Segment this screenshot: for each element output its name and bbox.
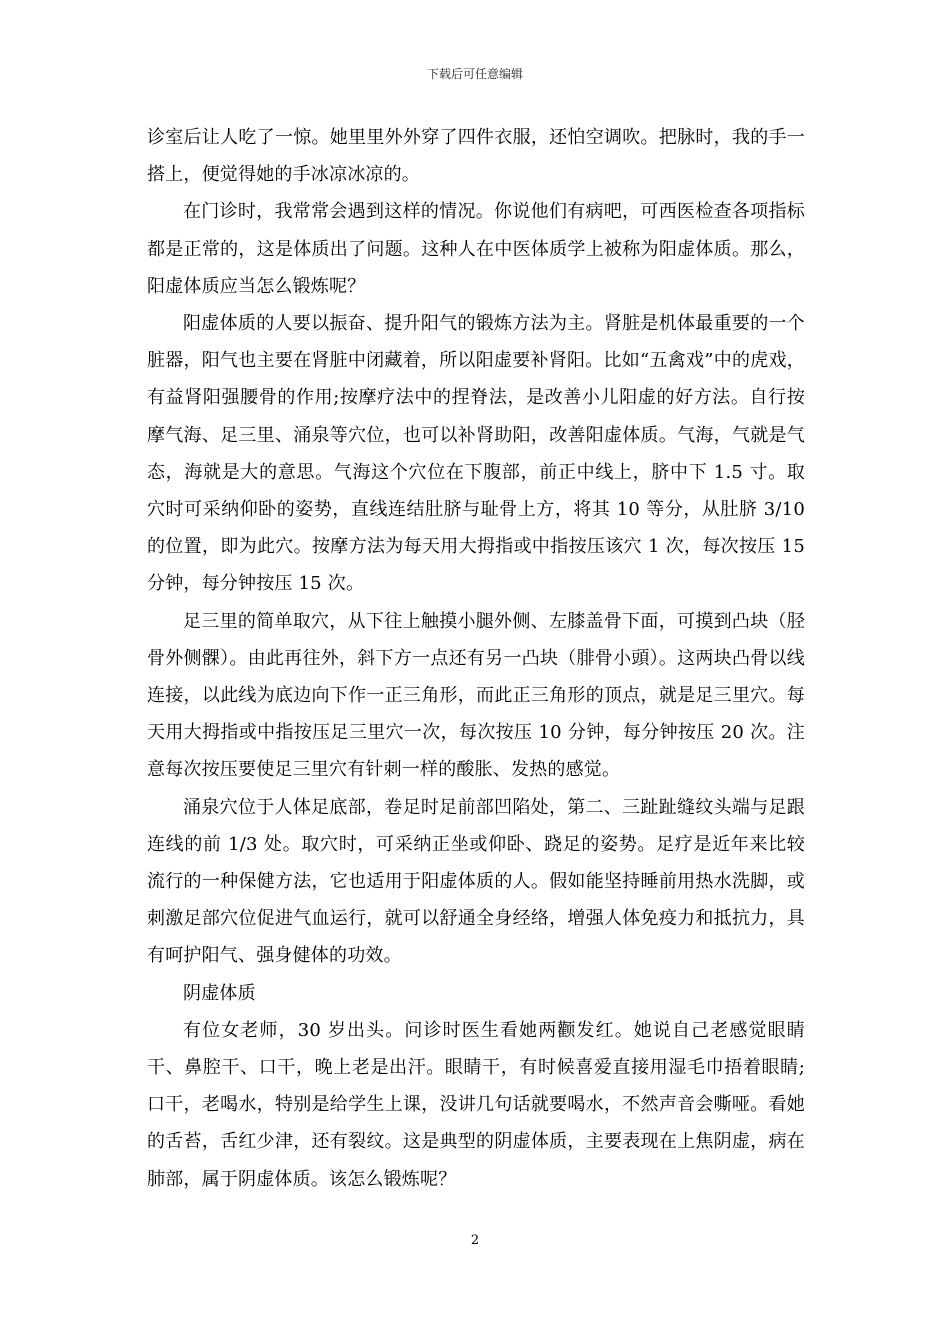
page-number: 2	[470, 1233, 480, 1248]
paragraph-1: 诊室后让人吃了一惊。她里里外外穿了四件衣服，还怕空调吹。把脉时，我的手一搭上，便觉得她的手冰凉冰凉的。	[147, 127, 805, 186]
section-heading-yin-deficiency: 阴虚体质	[183, 982, 256, 1004]
paragraph-6: 有位女老师，30 岁出头。问诊时医生看她两颧发红。她说自己老感觉眼睛干、鼻腔干、口干，晚上老是出汗。眼睛干，有时候喜爱直接用湿毛巾捂着眼睛;口干，老喝水，特别是给学生上课，没讲几句话就要喝水，不然声音会嘶哑。看她的舌苔，舌红少津，还有裂纹。这是典型的阴虚体质，主要表现在上焦阴虚，病在肺部，属于阴虚体质。该怎么锻炼呢？	[147, 1019, 805, 1190]
document-body	[147, 119, 805, 1198]
page-header: 下载后可任意编辑	[426, 67, 523, 81]
paragraph-4: 足三里的简单取穴，从下往上触摸小腿外侧、左膝盖骨下面，可摸到凸块（胫骨外侧髁）。由此再往外，斜下方一点还有另一凸块（腓骨小頭）。这两块凸骨以线连接，以此线为底边向下作一正三角形，而此正三角形的顶点，就是足三里穴。每天用大拇指或中指按压足三里穴一次，每次按压 10 分钟，每分钟按压 20 次。注意每次按压要使足三里穴有针刺一样的酸胀、发热的感觉。	[147, 610, 805, 781]
paragraph-5: 涌泉穴位于人体足底部，卷足时足前部凹陷处，第二、三趾趾缝纹头端与足跟连线的前 1/3 处。取穴时，可采纳正坐或仰卧、跷足的姿势。足疗是近年来比较流行的一种保健方法，它也适用于阳虚体质的人。假如能坚持睡前用热水洗脚，或刺激足部穴位促进气血运行，就可以舒通全身经络，增强人体免疫力和抵抗力，具有呵护阳气、强身健体的功效。	[147, 796, 805, 967]
paragraph-3: 阳虚体质的人要以振奋、提升阳气的锻炼方法为主。肾脏是机体最重要的一个脏器，阳气也主要在肾脏中闭藏着，所以阳虚要补肾阳。比如“五禽戏”中的虎戏，有益肾阳强腰骨的作用;按摩疗法中的捏脊法，是改善小儿阳虚的好方法。自行按摩气海、足三里、涌泉等穴位，也可以补肾助阳，改善阳虚体质。气海，气就是气态，海就是大的意思。气海这个穴位在下腹部，前正中线上，脐中下 1.5 寸。取穴时可采纳仰卧的姿势，直线连结肚脐与耻骨上方，将其 10 等分，从肚脐 3/10 的位置，即为此穴。按摩方法为每天用大拇指或中指按压该穴 1 次，每次按压 15 分钟，每分钟按压 15 次。	[147, 313, 805, 595]
paragraph-2: 在门诊时，我常常会遇到这样的情况。你说他们有病吧，可西医检查各项指标都是正常的，这是体质出了问题。这种人在中医体质学上被称为阳虚体质。那么，阳虚体质应当怎么锻炼呢？	[147, 201, 805, 297]
